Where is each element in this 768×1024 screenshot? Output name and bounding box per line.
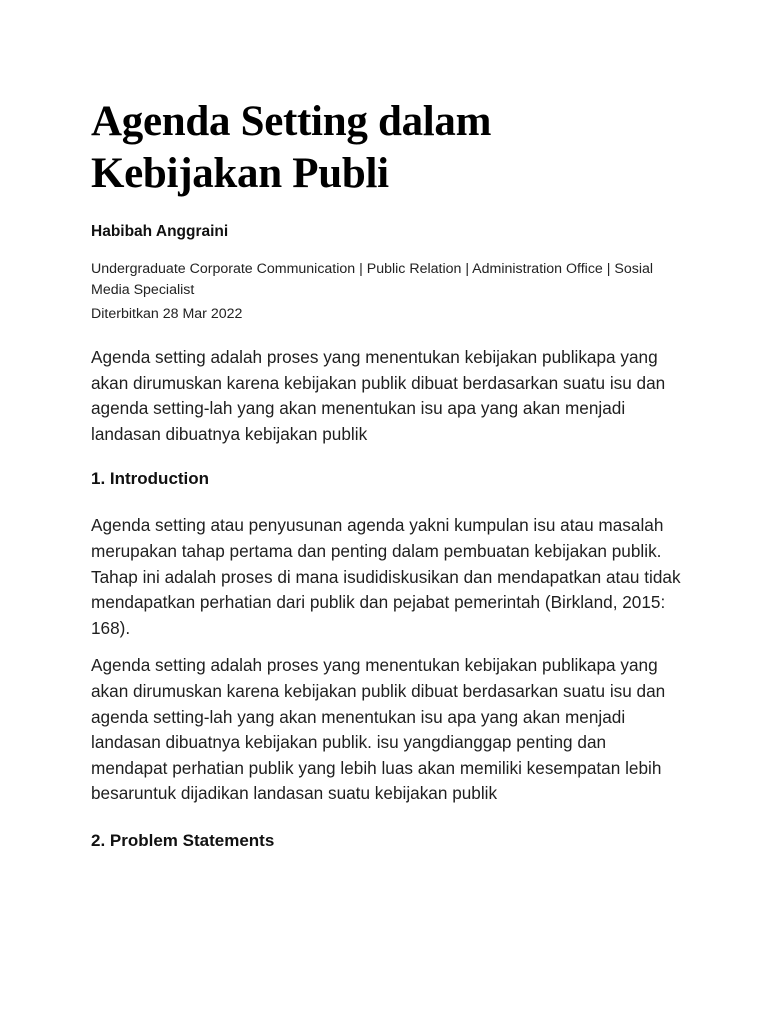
article <box>91 96 681 853</box>
author-name: Habibah Anggraini <box>91 223 229 240</box>
section-heading-problem-statements: 2. Problem Statements <box>91 830 275 850</box>
author-bio: Undergraduate Corporate Communication | Public Relation | Administration Office | Sosial Media Specialist <box>91 261 654 298</box>
lead-paragraph: Agenda setting adalah proses yang menentukan kebijakan publikapa yang akan dirumuskan karena kebijakan publik dibuat berdasarkan suatu isu dan agenda setting-lah yang akan menentukan isu apa yang akan menjadi landasan dibuatnya kebijakan publik <box>91 347 666 444</box>
article-title: Agenda Setting dalam Kebijakan Publi <box>91 98 492 197</box>
publish-date: Diterbitkan 28 Mar 2022 <box>91 306 243 322</box>
introduction-paragraph: Agenda setting atau penyusunan agenda yakni kumpulan isu atau masalah merupakan tahap pertama dan penting dalam pembuatan kebijakan publik. Tahap ini adalah proses di mana isudidiskusikan dan mendapatkan atau tidak mendapatkan perhatian dari publik dan pejabat pemerintah (Birkland, 2015: 168). <box>91 515 681 638</box>
section-heading-introduction: 1. Introduction <box>91 469 210 489</box>
introduction-paragraph: Agenda setting adalah proses yang menentukan kebijakan publikapa yang akan dirumuskan karena kebijakan publik dibuat berdasarkan suatu isu dan agenda setting-lah yang akan menentukan isu apa yang akan menjadi landasan dibuatnya kebijakan publik. isu yangdianggap penting dan mendapat perhatian publik yang lebih luas akan memiliki kesempatan lebih besaruntuk dijadikan landasan suatu kebijakan publik <box>91 655 666 804</box>
